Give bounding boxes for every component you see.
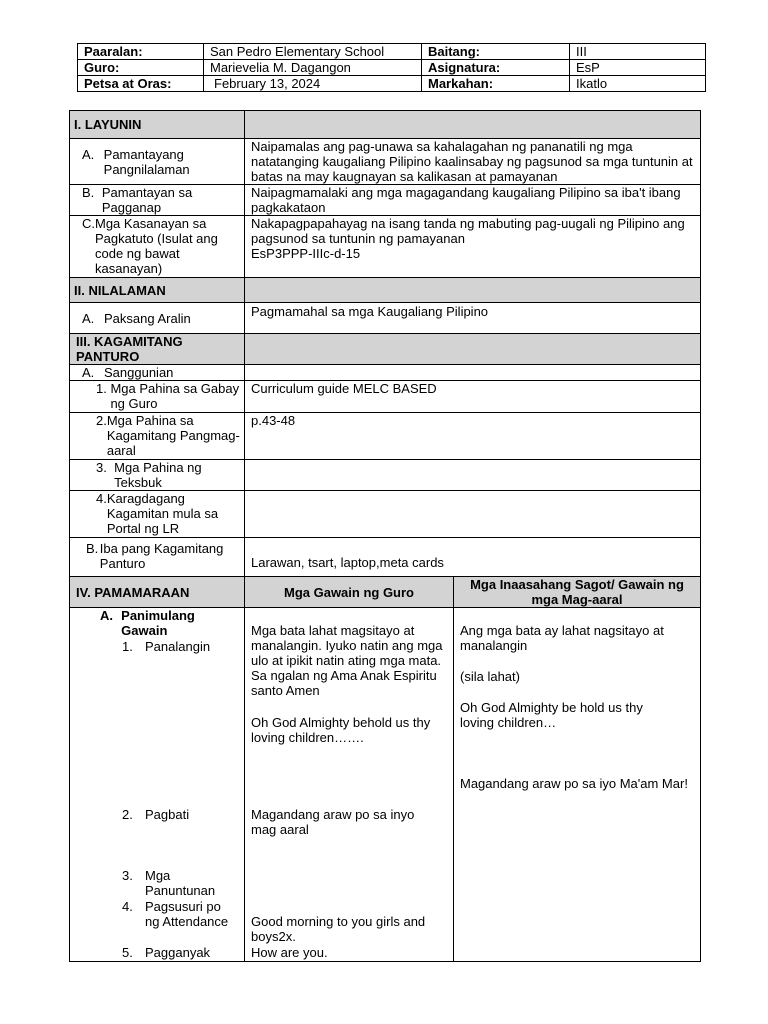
step-3-num: 3. xyxy=(122,868,133,883)
kagamitan-item-4-value xyxy=(245,491,701,538)
layunin-c-row xyxy=(70,216,701,278)
kagamitan-b-cell xyxy=(70,538,245,577)
layunin-heading: I. LAYUNIN xyxy=(70,111,245,139)
kagamitan-heading-fill xyxy=(245,334,701,365)
step-3 xyxy=(122,868,216,898)
kagamitan-item-3-num: 3. xyxy=(96,460,107,475)
layunin-b-label: Pamantayan sa Pagganap xyxy=(101,185,193,215)
petsa-value: February 13, 2024 xyxy=(204,76,422,92)
kagamitan-item-3-cell xyxy=(70,460,245,491)
guro-pagganyak-2: How are you. xyxy=(251,945,328,960)
kagamitan-item-3-label: Mga Pahina ng Teksbuk xyxy=(114,460,202,490)
nilalaman-a-text: Pagmamahal sa mga Kaugaliang Pilipino xyxy=(245,303,701,334)
layunin-b-cell xyxy=(70,185,245,216)
step-2-label: Pagbati xyxy=(145,807,190,822)
kagamitan-item-4-label: Karagdagang Kagamitan mula sa Portal ng LR xyxy=(106,491,219,536)
kagamitan-item-2-row xyxy=(70,413,701,460)
kagamitan-item-2-cell xyxy=(70,413,245,460)
step-2 xyxy=(122,807,242,822)
kagamitan-item-1-cell xyxy=(70,381,245,413)
kagamitan-a-label: Sanggunian xyxy=(104,365,174,380)
panimulang-a xyxy=(100,608,240,638)
step-5-label: Pagganyak xyxy=(145,945,211,960)
kagamitan-b-label: Iba pang Kagamitang Panturo xyxy=(99,541,224,571)
step-5 xyxy=(122,945,242,960)
kagamitan-a-fill xyxy=(245,365,701,381)
kagamitan-item-4-row xyxy=(70,491,701,538)
layunin-c-cell xyxy=(70,216,245,278)
header-row-3 xyxy=(78,76,706,92)
layunin-c-cell-right xyxy=(245,216,701,278)
nilalaman-a-cell xyxy=(70,303,245,334)
pamamaraan-heading-row xyxy=(70,577,701,608)
step-1-num: 1. xyxy=(122,639,133,654)
panimulang-a-letter: A. xyxy=(100,608,113,623)
kagamitan-item-4-num: 4. xyxy=(96,491,107,506)
guro-activities xyxy=(245,608,454,962)
layunin-b-row xyxy=(70,185,701,216)
guro-pagbati: Magandang araw po sa inyo mag aaral xyxy=(251,807,415,837)
markahan-value: Ikatlo xyxy=(570,76,706,92)
guro-value: Marievelia M. Dagangon xyxy=(204,60,422,76)
step-3-label: Mga Panuntunan xyxy=(145,868,216,898)
col-guro-heading: Mga Gawain ng Guro xyxy=(245,577,454,608)
panimulang-a-label: Panimulang Gawain xyxy=(121,608,195,638)
magaaral-response-1: Ang mga bata ay lahat nagsitayo at manalangin xyxy=(460,623,664,653)
layunin-c-label: Mga Kasanayan sa Pagkatuto (Isulat ang code ng bawat kasanayan) xyxy=(95,216,218,276)
layunin-b-text: Naipagmamalaki ang mga magagandang kaugaliang Pilipino sa iba't ibang pagkakataon xyxy=(245,185,701,216)
lesson-plan-table xyxy=(69,110,701,962)
magaaral-response-4: Magandang araw po sa iyo Ma'am Mar! xyxy=(460,776,688,791)
layunin-heading-fill xyxy=(245,111,701,139)
header-row-1 xyxy=(78,44,706,60)
magaaral-response-2: (sila lahat) xyxy=(460,669,520,684)
layunin-c-letter: C. xyxy=(82,216,95,231)
nilalaman-heading: II. NILALAMAN xyxy=(70,278,245,303)
step-1 xyxy=(122,639,242,654)
markahan-label: Markahan: xyxy=(422,76,570,92)
kagamitan-item-1-value: Curriculum guide MELC BASED xyxy=(245,381,701,413)
kagamitan-heading-row xyxy=(70,334,701,365)
paaralan-value: San Pedro Elementary School xyxy=(204,44,422,60)
guro-panalangin-1: Mga bata lahat magsitayo at manalangin. Iyuko natin ang mga ulo at ipikit natin ating mga mata. Sa ngalan ng Ama Anak Espiritu santo Amen xyxy=(251,623,443,698)
nilalaman-a-label: Paksang Aralin xyxy=(104,310,191,326)
layunin-heading-row xyxy=(70,111,701,139)
kagamitan-b-row xyxy=(70,538,701,577)
kagamitan-item-3-value xyxy=(245,460,701,491)
step-1-label: Panalangin xyxy=(145,639,211,654)
nilalaman-heading-fill xyxy=(245,278,701,303)
kagamitan-a-letter: A. xyxy=(82,365,95,380)
layunin-c-code: EsP3PPP-IIIc-d-15 xyxy=(251,246,361,261)
asignatura-value: EsP xyxy=(570,60,706,76)
panimulang-gawain-row xyxy=(70,608,701,962)
nilalaman-heading-row xyxy=(70,278,701,303)
kagamitan-b-letter: B. xyxy=(86,541,99,556)
nilalaman-a-letter: A. xyxy=(82,310,95,326)
kagamitan-item-2-value: p.43-48 xyxy=(245,413,701,460)
baitang-value: III xyxy=(570,44,706,60)
step-4 xyxy=(122,899,237,929)
layunin-a-text: Naipamalas ang pag-unawa sa kahalagahan ng pananatili ng mga natatanging kaugaliang Pilipino kaalinsabay ng pagsunod sa mga tuntunin at batas na may kaugnayan sa kalikasan at pamayanan xyxy=(245,139,701,185)
layunin-a-label: Pamantayang Pangnilalaman xyxy=(103,147,190,177)
step-2-num: 2. xyxy=(122,807,133,822)
paaralan-label: Paaralan: xyxy=(78,44,204,60)
kagamitan-item-1-num: 1. xyxy=(96,381,107,396)
kagamitan-item-2-label: Mga Pahina sa Kagamitang Pangmag-aaral xyxy=(106,413,240,458)
magaaral-response-3: Oh God Almighty be hold us thy loving children… xyxy=(460,700,643,730)
magaaral-responses xyxy=(454,608,701,962)
header-table xyxy=(77,43,706,92)
col-magaaral-heading: Mga Inaasahang Sagot/ Gawain ng mga Mag-aaral xyxy=(454,577,701,608)
nilalaman-a-row xyxy=(70,303,701,334)
pamamaraan-heading: IV. PAMAMARAAN xyxy=(70,577,245,608)
kagamitan-item-3-row xyxy=(70,460,701,491)
kagamitan-heading: III. KAGAMITANG PANTURO xyxy=(70,334,245,365)
layunin-c-text: Nakapagpapahayag na isang tanda ng mabuting pag-uugali ng Pilipino ang pagsunod sa tuntunin ng pamayanan xyxy=(251,216,685,246)
step-4-num: 4. xyxy=(122,899,133,914)
kagamitan-a-row xyxy=(70,365,701,381)
guro-panalangin-2: Oh God Almighty behold us thy loving children……. xyxy=(251,715,431,745)
kagamitan-b-value: Larawan, tsart, laptop,meta cards xyxy=(245,538,701,577)
guro-label: Guro: xyxy=(78,60,204,76)
layunin-a-row xyxy=(70,139,701,185)
kagamitan-item-1-label: Mga Pahina sa Gabay ng Guro xyxy=(110,381,240,411)
kagamitan-item-4-cell xyxy=(70,491,245,538)
panimulang-gawain-labels xyxy=(70,608,245,962)
kagamitan-item-2-num: 2. xyxy=(96,413,107,428)
kagamitan-item-1-row xyxy=(70,381,701,413)
layunin-a-letter: A. xyxy=(82,147,95,162)
petsa-label: Petsa at Oras: xyxy=(78,76,204,92)
step-5-num: 5. xyxy=(122,945,133,960)
layunin-b-letter: B. xyxy=(82,185,95,200)
baitang-label: Baitang: xyxy=(422,44,570,60)
header-row-2 xyxy=(78,60,706,76)
step-4-label: Pagsusuri po ng Attendance xyxy=(145,899,229,929)
layunin-a-cell xyxy=(70,139,245,185)
guro-pagganyak: Good morning to you girls and boys2x. xyxy=(251,914,426,944)
kagamitan-a-cell xyxy=(70,365,245,381)
asignatura-label: Asignatura: xyxy=(422,60,570,76)
